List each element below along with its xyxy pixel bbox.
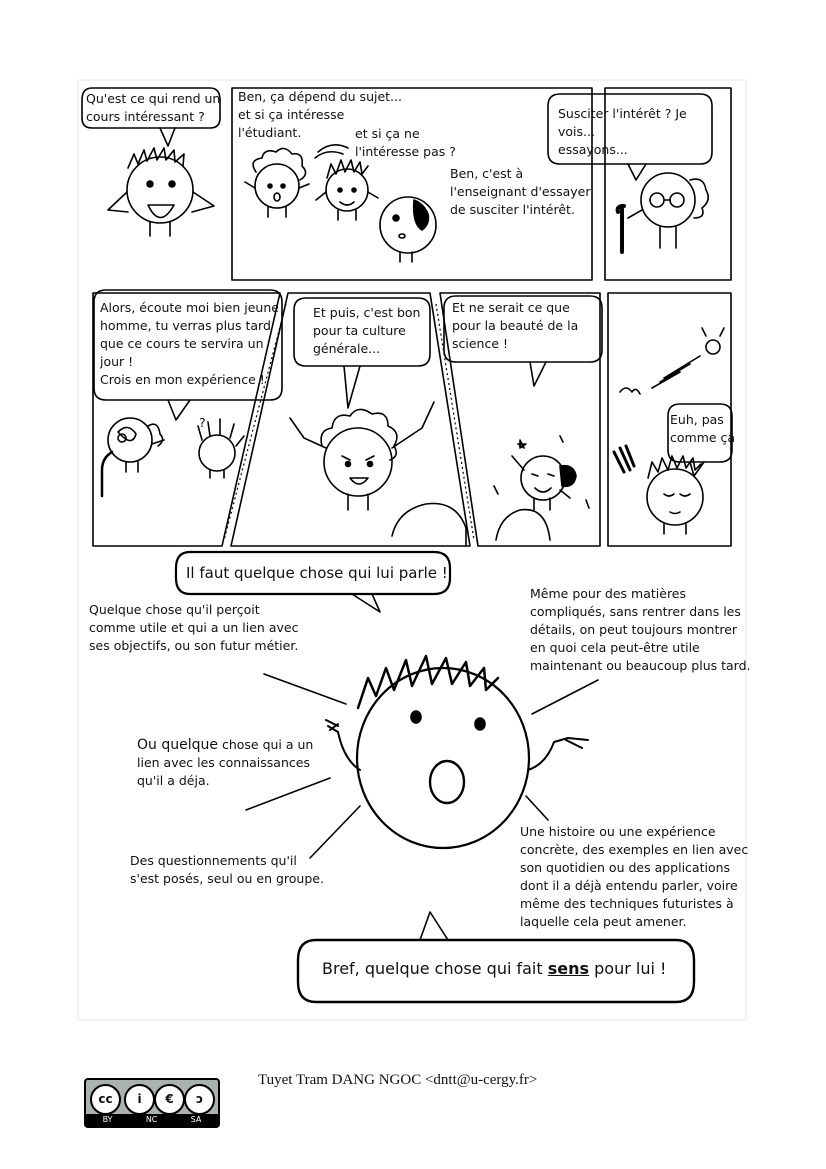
noncommercial-icon: € — [154, 1084, 185, 1115]
panel-6-bubble-text: Et ne serait ce que pour la beauté de la science ! — [452, 300, 579, 351]
panel-2-line-3: Ben, c'est à l'enseignant d'essayer de susciter l'intérêt. — [450, 166, 591, 217]
license-sa-label: SA — [190, 1115, 202, 1124]
knowledge-prefix: Ou — [137, 737, 162, 753]
knowledge-rest: chose qui a un lien avec les connaissances qu'il a déja. — [137, 737, 314, 788]
headline-text: Il faut quelque chose qui lui parle ! — [186, 564, 448, 582]
panel-2-line-2: et si ça ne l'intéresse pas ? — [355, 126, 456, 159]
author-credit: Tuyet Tram DANG NGOC <dntt@u-cergy.fr> — [258, 1072, 538, 1088]
panel-3-bubble-text: Susciter l'intérêt ? Je vois... essayons... — [558, 106, 687, 157]
conclusion-text — [322, 959, 666, 979]
text-useful: Quelque chose qu'il perçoit comme utile et qui a un lien avec ses objectifs, ou son futur métier. — [89, 602, 299, 653]
panel-4-bubble-text: Alors, écoute moi bien jeune homme, tu verras plus tard que ce cours te servira un jour ! Crois en mon expérience ! — [100, 300, 279, 387]
attribution-icon: i — [124, 1084, 155, 1115]
cc-license-badge — [84, 1078, 220, 1128]
panel-4-question-mark: ? — [199, 415, 206, 430]
text-existing-knowledge — [137, 736, 313, 790]
license-nc-label: NC — [145, 1115, 158, 1124]
panel-1-bubble-text: Qu'est ce qui rend un cours intéressant ? — [86, 91, 221, 124]
panel-5-bubble-text: Et puis, c'est bon pour ta culture générale... — [313, 305, 421, 356]
text-complicated-subjects: Même pour des matières compliqués, sans rentrer dans les détails, on peut toujours montrer en quoi cela peut-être utile maintenant ou beaucoup plus tard. — [530, 586, 751, 673]
text-questions: Des questionnements qu'il s'est posés, seul ou en groupe. — [130, 853, 324, 886]
panel-2-line-1: Ben, ça dépend du sujet... et si ça intéresse l'étudiant. — [238, 89, 402, 140]
panel-7-bubble-text: Euh, pas comme ça — [670, 412, 736, 445]
text-story: Une histoire ou une expérience concrète, des exemples en lien avec son quotidien ou des applications dont il a déjà entendu parler, voire même des techniques futuristes à laquelle cela peut amener. — [520, 824, 749, 929]
conclusion-prefix: Bref, quelque chose qui fait — [322, 959, 548, 978]
conclusion-keyword: sens — [547, 959, 590, 978]
conclusion-suffix: pour lui ! — [589, 959, 667, 978]
license-by-label: BY — [102, 1115, 113, 1124]
sharealike-icon: ↄ — [184, 1084, 215, 1115]
knowledge-word: quelque — [161, 737, 218, 753]
cc-icon: cc — [90, 1084, 121, 1115]
